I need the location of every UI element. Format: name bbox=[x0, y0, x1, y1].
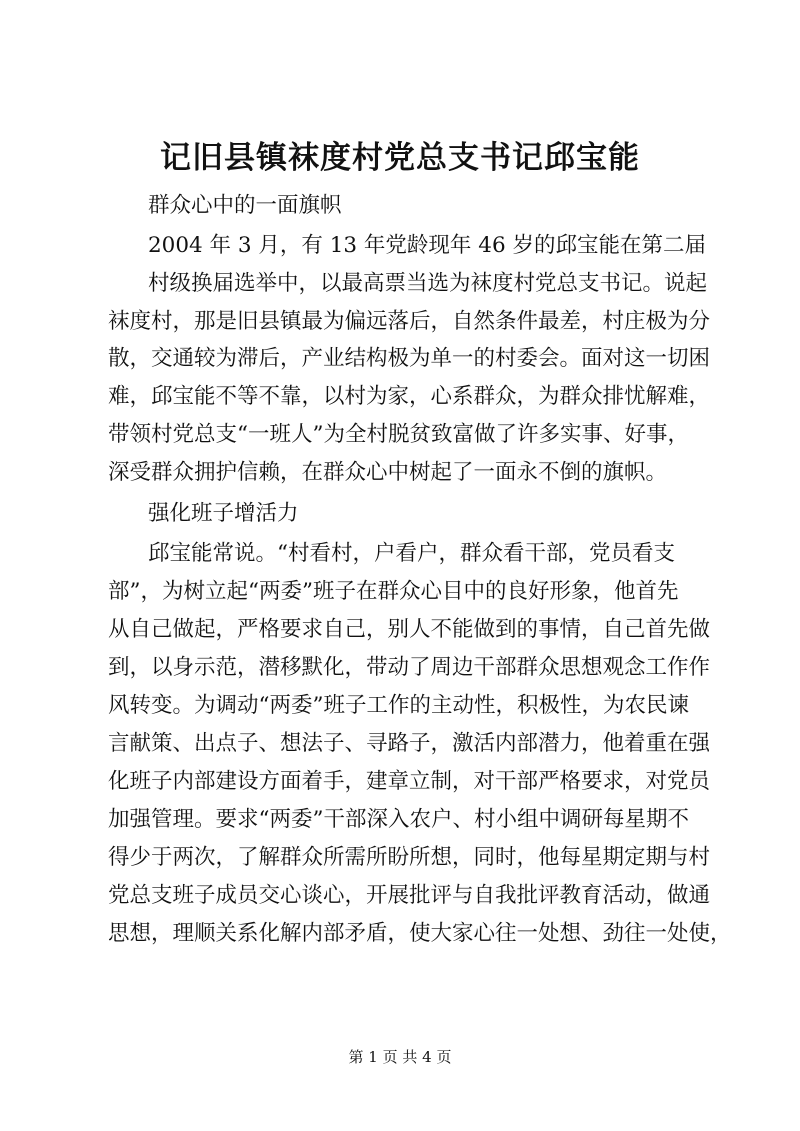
section-heading: 强化班子增活力 bbox=[148, 501, 299, 526]
paragraph-line: 村级换届选举中，以最高票当选为袜度村党总支书记。说起 bbox=[148, 271, 708, 296]
paragraph-line: 深受群众拥护信赖，在群众心中树起了一面永不倒的旗帜。 bbox=[108, 460, 668, 485]
paragraph-line: 加强管理。要求“两委”干部深入农户、村小组中调研每星期不 bbox=[108, 807, 689, 832]
paragraph-line: 得少于两次，了解群众所需所盼所想，同时，他每星期定期与村 bbox=[108, 845, 711, 870]
paragraph-line: 从自己做起，严格要求自己，别人不能做到的事情，自己首先做 bbox=[108, 617, 711, 642]
paragraph-line: 党总支班子成员交心谈心，开展批评与自我批评教育活动，做通 bbox=[108, 883, 711, 908]
paragraph-line: 到，以身示范，潜移默化，带动了周边干部群众思想观念工作作 bbox=[108, 655, 711, 680]
paragraph-line: 邱宝能常说。“村看村，户看户，群众看干部，党员看支 bbox=[148, 541, 675, 566]
paragraph-line: 风转变。为调动“两委”班子工作的主动性，积极性，为农民谏 bbox=[108, 693, 689, 718]
document-title: 记旧县镇袜度村党总支书记邱宝能 bbox=[160, 140, 640, 176]
paragraph-line: 袜度村，那是旧县镇最为偏远落后，自然条件最差，村庄极为分 bbox=[108, 309, 711, 334]
page-number-footer: 第 1 页 共 4 页 bbox=[348, 1048, 452, 1066]
paragraph-line: 难，邱宝能不等不靠，以村为家，心系群众，为群众排忧解难， bbox=[108, 384, 711, 409]
paragraph-line: 散，交通较为滞后，产业结构极为单一的村委会。面对这一切困 bbox=[108, 346, 711, 371]
section-heading: 群众心中的一面旗帜 bbox=[148, 193, 342, 218]
paragraph-line: 部”，为树立起“两委”班子在群众心目中的良好形象，他首先 bbox=[108, 579, 679, 604]
paragraph-line: 思想，理顺关系化解内部矛盾，使大家心往一处想、劲往一处使， bbox=[108, 921, 732, 946]
paragraph-line: 言献策、出点子、想法子、寻路子，激活内部潜力，他着重在强 bbox=[108, 731, 711, 756]
paragraph-line: 化班子内部建设方面着手，建章立制，对干部严格要求，对党员 bbox=[108, 769, 711, 794]
paragraph-line: 带领村党总支“一班人”为全村脱贫致富做了许多实事、好事， bbox=[108, 422, 689, 447]
paragraph-line: 2004 年 3 月，有 13 年党龄现年 46 岁的邱宝能在第二届 bbox=[148, 233, 706, 258]
